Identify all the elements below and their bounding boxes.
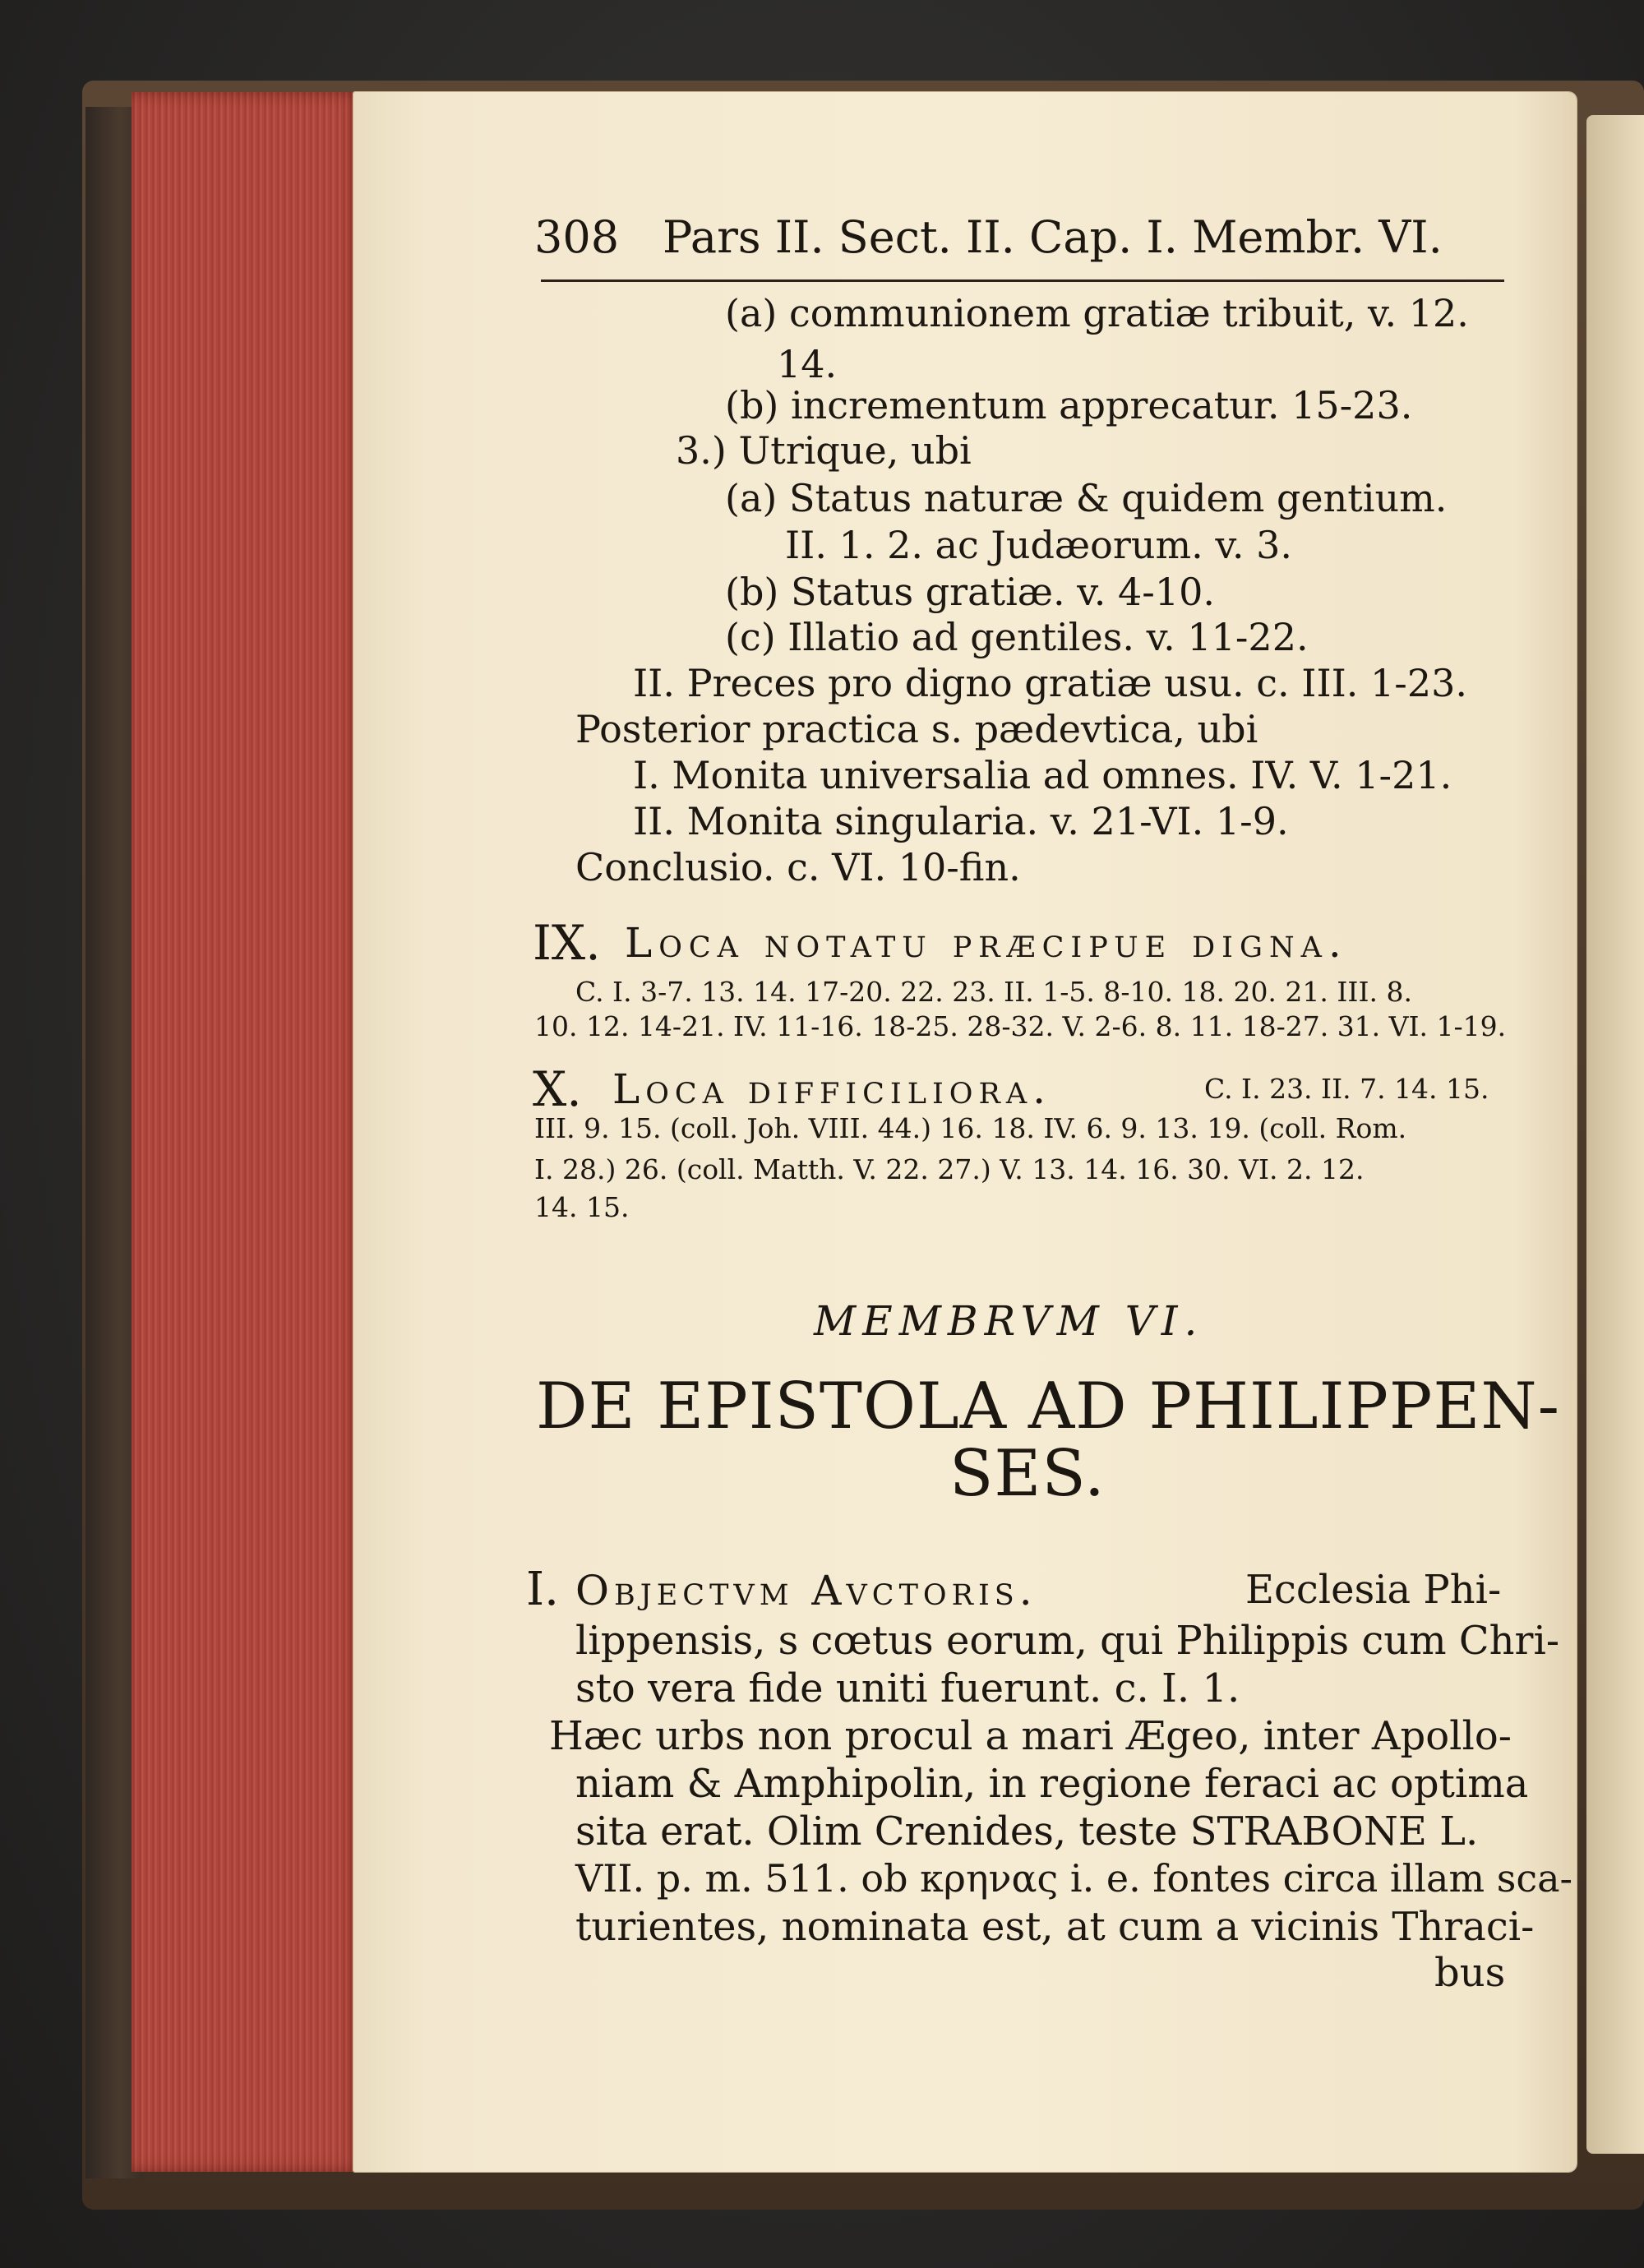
section-i-numeral: I. bbox=[526, 1563, 559, 1616]
section-x-line: 14. 15. bbox=[534, 1191, 630, 1223]
section-ix-title: Loca notatu præcipue digna. bbox=[625, 919, 1348, 967]
outline-line: II. Monita singularia. v. 21-VI. 1-9. bbox=[633, 799, 1289, 843]
section-x-title-tail: C. I. 23. II. 7. 14. 15. bbox=[1204, 1073, 1489, 1105]
catchword: bus bbox=[1434, 1950, 1506, 1996]
header-rule bbox=[541, 279, 1504, 282]
outline-line: I. Monita universalia ad omnes. IV. V. 1-21. bbox=[633, 753, 1452, 797]
section-i-line: niam & Amphipolin, in regione feraci ac optima bbox=[575, 1761, 1529, 1807]
section-x-title: Loca difficiliora. bbox=[612, 1065, 1052, 1113]
red-page-edges bbox=[132, 92, 362, 2172]
section-ix-line: C. I. 3-7. 13. 14. 17-20. 22. 23. II. 1-5. 8-10. 18. 20. 21. III. 8. bbox=[575, 976, 1412, 1008]
page-number: 308 bbox=[534, 211, 620, 263]
section-i-line: sto vera fide uniti fuerunt. c. I. 1. bbox=[575, 1665, 1240, 1711]
section-i-title: Objectvm Avctoris. bbox=[575, 1567, 1037, 1614]
outline-line: 14. bbox=[777, 342, 838, 386]
membrum-label: MEMBRVM VI. bbox=[814, 1297, 1204, 1345]
outline-line: Posterior practica s. pædevtica, ubi bbox=[575, 707, 1258, 751]
running-title: Pars II. Sect. II. Cap. I. Membr. VI. bbox=[663, 211, 1443, 263]
section-x-numeral: X. bbox=[533, 1061, 582, 1117]
outline-line: (a) communionem gratiæ tribuit, v. 12. bbox=[725, 291, 1469, 335]
outline-line: II. Preces pro digno gratiæ usu. c. III. 1-23. bbox=[633, 661, 1468, 705]
outline-line: (b) incrementum apprecatur. 15-23. bbox=[725, 383, 1413, 427]
membrum-title-line2: SES. bbox=[949, 1437, 1106, 1511]
outline-line: (b) Status gratiæ. v. 4-10. bbox=[725, 570, 1216, 614]
outline-line: (c) Illatio ad gentiles. v. 11-22. bbox=[725, 615, 1309, 659]
outline-line: (a) Status naturæ & quidem gentium. bbox=[725, 476, 1448, 520]
outline-line: Conclusio. c. VI. 10-fin. bbox=[575, 845, 1021, 889]
section-i-line: Hæc urbs non procul a mari Ægeo, inter Apollo- bbox=[549, 1713, 1512, 1759]
section-i-line: turientes, nominata est, at cum a vicinis Thraci- bbox=[575, 1904, 1535, 1950]
membrum-title-line1: DE EPISTOLA AD PHILIPPEN- bbox=[536, 1370, 1560, 1443]
facing-page-edge bbox=[1586, 115, 1644, 2154]
section-ix-numeral: IX. bbox=[533, 915, 601, 971]
section-i-line: VII. p. m. 511. ob κρηνας i. e. fontes circa illam sca- bbox=[575, 1856, 1573, 1901]
section-i-line: sita erat. Olim Crenides, teste STRABONE L. bbox=[575, 1808, 1479, 1855]
outline-line: II. 1. 2. ac Judæorum. v. 3. bbox=[785, 523, 1293, 567]
section-x-line: III. 9. 15. (coll. Joh. VIII. 44.) 16. 18. IV. 6. 9. 13. 19. (coll. Rom. bbox=[534, 1112, 1407, 1144]
section-i-line: Ecclesia Phi- bbox=[1245, 1567, 1502, 1613]
section-i-line: lippensis, s cœtus eorum, qui Philippis cum Chri- bbox=[575, 1618, 1560, 1664]
section-x-line: I. 28.) 26. (coll. Matth. V. 22. 27.) V. 13. 14. 16. 30. VI. 2. 12. bbox=[534, 1153, 1365, 1185]
section-ix-line: 10. 12. 14-21. IV. 11-16. 18-25. 28-32. V. 2-6. 8. 11. 18-27. 31. VI. 1-19. bbox=[534, 1010, 1507, 1042]
outline-line: 3.) Utrique, ubi bbox=[676, 428, 972, 473]
